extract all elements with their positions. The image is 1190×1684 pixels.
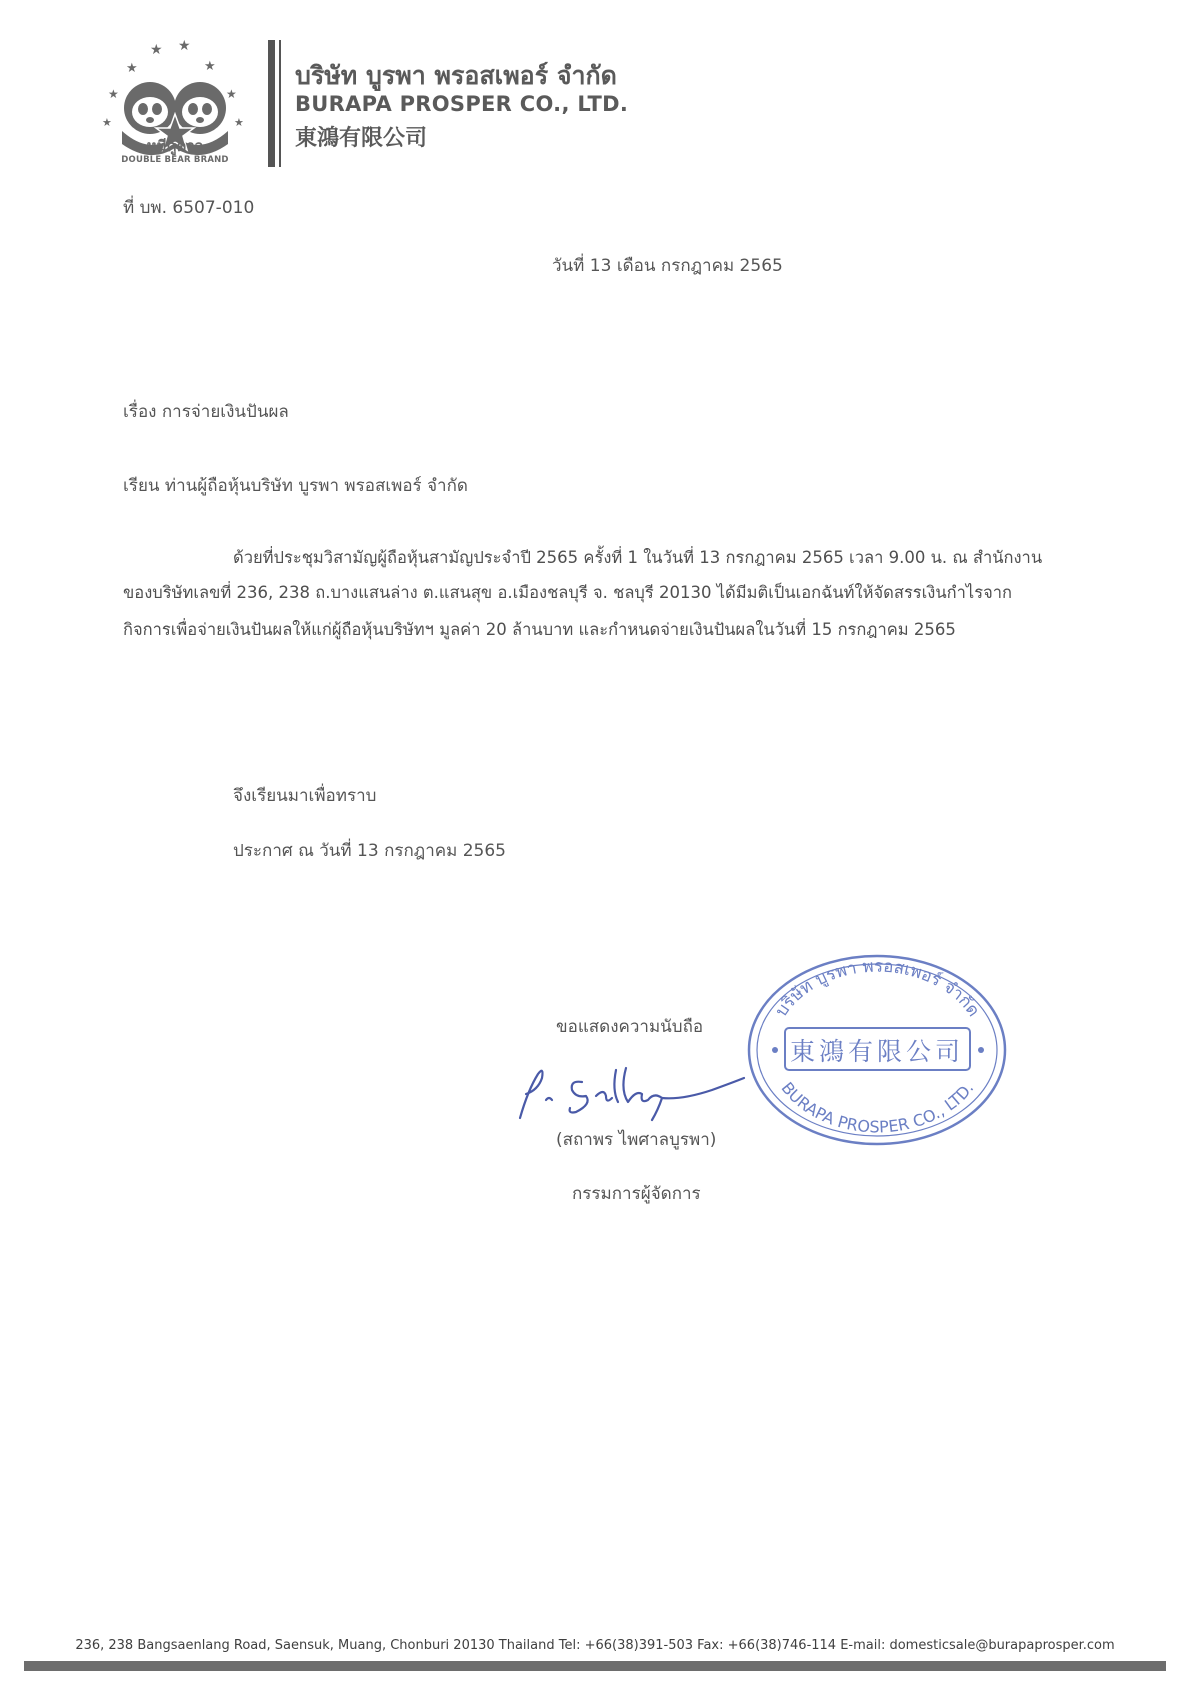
letter-date: วันที่ 13 เดือน กรกฎาคม 2565 [552, 256, 783, 276]
stamp-top-text: บริษัท บูรพา พรอสเพอร์ จำกัด [771, 956, 984, 1021]
signer-name: (สถาพร ไพศาลบูรพา) [556, 1130, 717, 1150]
svg-text:★: ★ [178, 38, 191, 54]
svg-text:★: ★ [126, 61, 138, 76]
letterhead-divider-thin [279, 40, 281, 167]
svg-text:★: ★ [108, 87, 119, 101]
footer-address: 236, 238 Bangsaenlang Road, Saensuk, Muang, Chonburi 20130 Thailand Tel: +66(38)391-503 Fax: +66(38)746-114 E-mail: domesticsale@burapaprosper.com [75, 1638, 1115, 1653]
stamp-center-text: 東鴻有限公司 [789, 1037, 965, 1066]
regards-text: ขอแสดงความนับถือ [556, 1017, 704, 1037]
letter-subject: เรื่อง การจ่ายเงินปันผล [123, 402, 289, 422]
svg-text:★: ★ [234, 116, 244, 129]
company-name-th: บริษัท บูรพา พรอสเพอร์ จำกัด [295, 61, 617, 90]
handwritten-signature [512, 1060, 752, 1130]
company-name-cn: 東鴻有限公司 [295, 126, 428, 151]
signer-position: กรรมการผู้จัดการ [572, 1184, 701, 1204]
body-line: ของบริษัทเลขที่ 236, 238 ถ.บางแสนล่าง ต.แสนสุข อ.เมืองชลบุรี จ. ชลบุรี 20130 ได้มีมติเป็นเอกฉันท์ให้จัดสรรเงินกำไรจาก [123, 583, 1012, 602]
brand-name-th: หมีคู่ดาว [146, 137, 204, 155]
brand-name-en: DOUBLE BEAR BRAND [121, 155, 229, 165]
company-name-en: BURAPA PROSPER CO., LTD. [295, 92, 629, 116]
stamp-bottom-text: BURAPA PROSPER CO., LTD. [777, 1078, 978, 1137]
letterhead-divider-thick [268, 40, 275, 167]
company-stamp [745, 950, 1010, 1150]
reference-number: ที่ บพ. 6507-010 [123, 198, 255, 218]
svg-text:★: ★ [102, 116, 112, 129]
svg-text:★: ★ [204, 59, 216, 74]
footer-bar [24, 1661, 1166, 1671]
body-line: ด้วยที่ประชุมวิสามัญผู้ถือหุ้นสามัญประจำปี 2565 ครั้งที่ 1 ในวันที่ 13 กรกฎาคม 2565 เวลา 9.00 น. ณ สำนักงาน [233, 548, 1043, 567]
body-line: กิจการเพื่อจ่ายเงินปันผลให้แก่ผู้ถือหุ้นบริษัทฯ มูลค่า 20 ล้านบาท และกำหนดจ่ายเงินปันผลในวันที่ 15 กรกฎาคม 2565 [123, 620, 956, 639]
svg-text:★: ★ [150, 42, 163, 58]
announcement-date: ประกาศ ณ วันที่ 13 กรกฎาคม 2565 [233, 841, 506, 861]
letter-salutation: เรียน ท่านผู้ถือหุ้นบริษัท บูรพา พรอสเพอร์ จำกัด [123, 476, 468, 496]
svg-text:★: ★ [226, 87, 237, 101]
letter-closing: จึงเรียนมาเพื่อทราบ [233, 786, 377, 806]
